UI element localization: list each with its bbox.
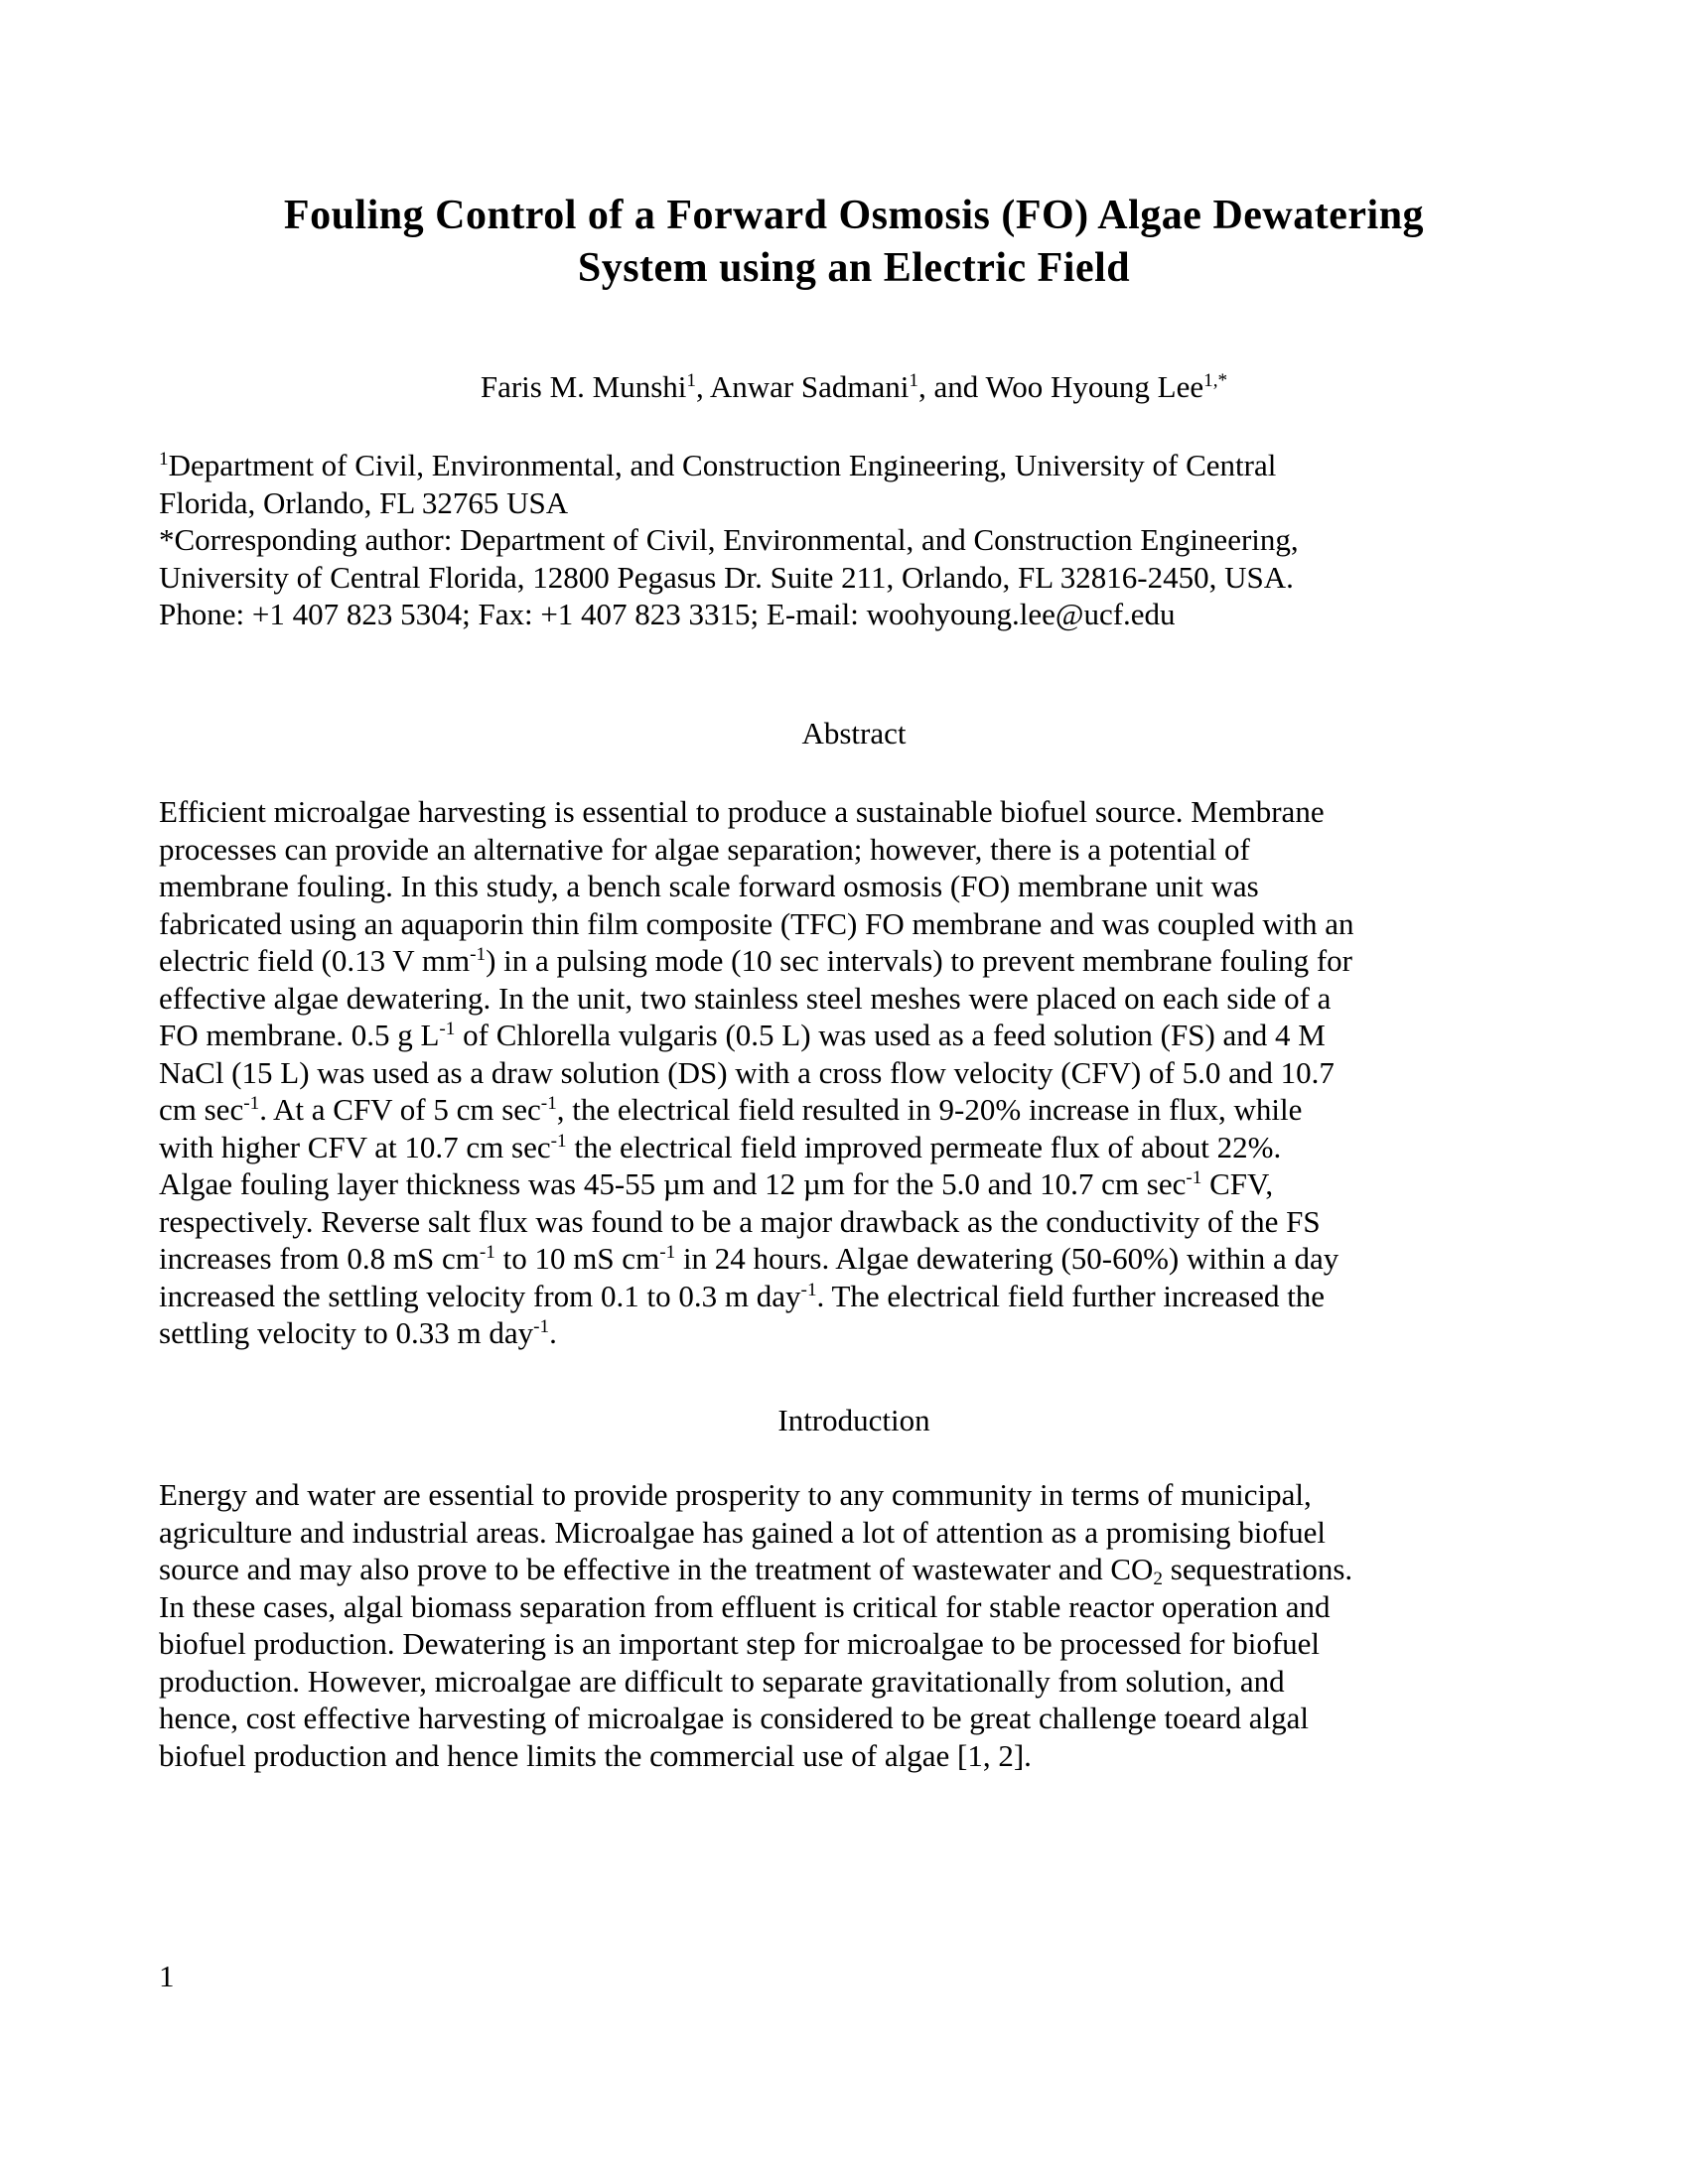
abstract-paragraph: Efficient microalgae harvesting is essential to produce a sustainable biofuel source. Membrane processes can provide an alternative for algae separation; however, there is a potential of membrane fouling. In this study, a bench scale forward osmosis (FO) membrane unit was fabricated using an aquaporin thin film composite (TFC) FO membrane and was coupled with an electric field (0.13 V $mm^{-1}$) in a pulsing mode (10 sec intervals) to prevent membrane fouling for effective algae dewatering. In the unit, two stainless steel meshes were placed on each side of a FO membrane. 0.5 g $L^{-1}$ of Chlorella vulgaris (0.5 L) was used as a feed solution (FS) and 4 M NaCl (15 L) was used as a draw solution (DS) with a cross flow velocity (CFV) of 5.0 and 10.7 cm $\sec^{-1}$. At a CFV of 5 cm $\sec^{-1}$, the electrical field resulted in 9-20% increase in flux, while with higher CFV at 10.7 cm $\sec^{-1}$ the electrical field improved permeate flux of about 22%. Algae fouling layer thickness was 45-55 µm and 12 µm for the 5.0 and 10.7 cm $\sec^{-1}$ CFV, respectively. Reverse salt flux was found to be a major drawback as the conductivity of the FS increases from 0.8 mS $cm^{-1}$ to 10 mS $cm^{-1}$ in 24 hours. Algae dewatering (50-60%) within a day increased the settling velocity from 0.1 to 0.3 m day$^{-1}$. The electrical field further increased the settling velocity to 0.33 m day$^{-1}$. — [159, 794, 1354, 1350]
introduction-heading: Introduction — [777, 1403, 930, 1437]
author-list: Faris M. Munshi$^1$, Anwar Sadmani$^1$, and Woo Hyoung Lee$^{1,*}$ — [480, 369, 1228, 404]
abstract-heading: Abstract — [801, 716, 907, 751]
paper-title: Fouling Control of a Forward Osmosis (FO) Algae Dewatering System using an Electric Field — [283, 193, 1425, 291]
page-number: 1 — [159, 1959, 175, 1993]
affiliation-block: $^1$Department of Civil, Environmental, and Construction Engineering, University of Central Florida, Orlando, FL 32765 USA *Corresponding author: Department of Civil, Environmental, and Construction Engineering, University of Central Florida, 12800 Pegasus Dr. Suite 211, Orlando, FL 32816-2450, USA. Phone: +1 407 823 5304; Fax: +1 407 823 3315; E-mail: woohyoung.lee@ucf.edu — [159, 448, 1299, 631]
introduction-paragraph: Energy and water are essential to provide prosperity to any community in terms of municipal, agriculture and industrial areas. Microalgae has gained a lot of attention as a promising biofuel source and may also prove to be effective in the treatment of wastewater and $CO_2$ sequestrations. In these cases, algal biomass separation from effluent is critical for stable reactor operation and biofuel production. Dewatering is an important step for microalgae to be processed for biofuel production. However, microalgae are difficult to separate gravitationally from solution, and hence, cost effective harvesting of microalgae is considered to be great challenge toeard algal biofuel production and hence limits the commercial use of algae [1, 2]. — [159, 1477, 1353, 1773]
